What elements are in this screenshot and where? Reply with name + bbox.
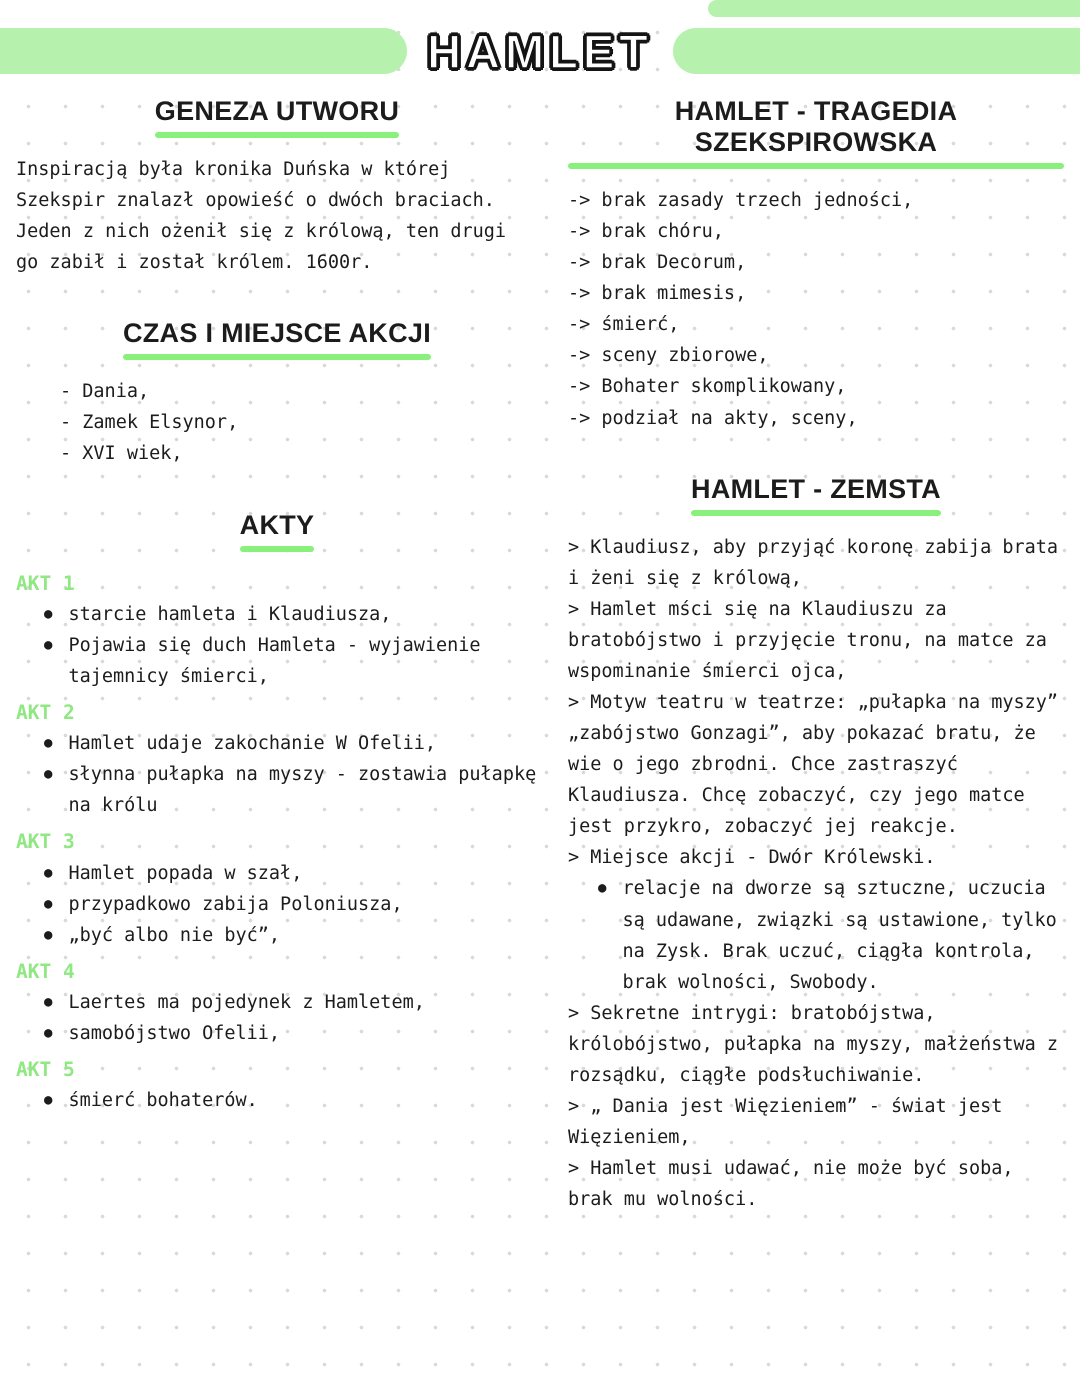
- right-column: [568, 96, 1064, 1215]
- list-item: [16, 858, 538, 889]
- list-item: -> podział na akty, sceny,: [568, 407, 858, 429]
- zemsta-note: > Klaudiusz, aby przyjąć koronę zabija brata i żeni się z królową,: [568, 536, 1059, 589]
- act-label: AKT 3: [16, 830, 75, 854]
- act-label: AKT 1: [16, 571, 75, 595]
- list-item: -> brak mimesis,: [568, 283, 747, 305]
- act-label: AKT 2: [16, 700, 75, 724]
- act-group-1: [16, 568, 538, 692]
- list-item: -> brak chóru,: [568, 221, 724, 243]
- zemsta-note: > Hamlet musi udawać, nie może być soba, brak mu wolności.: [568, 1158, 1014, 1211]
- list-item: [568, 873, 1064, 997]
- zemsta-note: > Hamlet mści się na Klaudiuszu za bratobójstwo i przyjęcie tronu, na matce za wspominanie śmierci ojca,: [568, 598, 1047, 682]
- bullet-text: „być albo nie być”,: [68, 924, 281, 946]
- bullet-icon: ●: [44, 1092, 53, 1109]
- bullet-text: Hamlet popada w szał,: [68, 862, 303, 884]
- list-item: [16, 889, 538, 920]
- bullet-icon: ●: [44, 926, 53, 943]
- list-item: - Dania,: [60, 381, 150, 403]
- heading-text: GENEZA UTWORU: [155, 96, 399, 138]
- bullet-text: relacje na dworze są sztuczne, uczucia są udawane, związki są ustawione, tylko na Zysk. Brak uczuć, ciągła kontrola, brak wolności, Swobody.: [622, 878, 1057, 993]
- act-label: AKT 4: [16, 959, 75, 983]
- list-item: -> śmierć,: [568, 314, 680, 336]
- section-heading-zemsta: [568, 474, 1064, 516]
- act-group-4: [16, 956, 538, 1049]
- list-item: [16, 728, 538, 759]
- list-item: [16, 599, 538, 630]
- bullet-text: Hamlet udaje zakochanie W Ofelii,: [68, 733, 436, 755]
- bullet-icon: ●: [44, 636, 53, 653]
- heading-text: AKTY: [240, 510, 315, 552]
- section-heading-akty: [16, 510, 538, 552]
- list-item: [16, 630, 538, 692]
- page-title: HAMLET: [427, 24, 653, 78]
- bullet-icon: ●: [598, 880, 607, 897]
- geneza-paragraph: Inspiracją była kronika Duńska w której Szekspir znalazł opowieść o dwóch braciach. Jeden z nich ożenił się z królową, ten drugi go zabił i został królem. 1600r.: [16, 159, 507, 274]
- bullet-text: słynna pułapka na myszy - zostawia pułapkę na królu: [68, 764, 537, 817]
- bullet-text: Pojawia się duch Hamleta - wyjawienie tajemnicy śmierci,: [68, 634, 481, 687]
- act-group-3: [16, 826, 538, 950]
- list-item: -> Bohater skomplikowany,: [568, 376, 847, 398]
- heading-text: HAMLET - TRAGEDIA SZEKSPIROWSKA: [568, 96, 1064, 169]
- bullet-icon: ●: [44, 994, 53, 1010]
- list-item: [16, 1018, 538, 1049]
- zemsta-note: > Miejsce akcji - Dwór Królewski.: [568, 847, 936, 869]
- bullet-icon: ●: [44, 895, 53, 912]
- list-item: -> brak zasady trzech jedności,: [568, 190, 914, 211]
- list-item: [16, 1085, 538, 1116]
- bullet-text: przypadkowo zabija Poloniusza,: [68, 893, 403, 915]
- left-column: [16, 96, 538, 1215]
- list-item: - XVI wiek,: [60, 443, 183, 465]
- top-right-decoration-bar: [708, 0, 1080, 17]
- bullet-icon: ●: [44, 864, 53, 881]
- title-decoration-bar-left: [0, 28, 407, 74]
- bullet-icon: ●: [44, 605, 53, 622]
- list-item: -> sceny zbiorowe,: [568, 345, 769, 367]
- zemsta-note: > Motyw teatru w teatrze: „pułapka na myszy” „zabójstwo Gonzagi”, aby pokazać bratu, że wie o jego zbrodni. Chce zastraszyć Klaudiusza. Chcę zobaczyć, czy jego matce jest przykro, zobaczyć jej reakcje.: [568, 692, 1059, 838]
- bullet-icon: ●: [44, 1025, 53, 1042]
- bullet-text: Laertes ma pojedynek z Hamletem,: [68, 992, 425, 1013]
- zemsta-note: > Sekretne intrygi: bratobójstwa, królobójstwo, pułapka na myszy, małżeństwa z rozsądku, ciągłe podsłuchiwanie.: [568, 1002, 1059, 1086]
- czas-list: [16, 376, 538, 469]
- zemsta-content: [568, 532, 1064, 1216]
- section-heading-tragedia: [568, 96, 1064, 169]
- section-heading-geneza: [16, 96, 538, 138]
- bullet-text: śmierć bohaterów.: [68, 1090, 258, 1112]
- zemsta-note: > „ Dania jest Więzieniem” - świat jest Więzieniem,: [568, 1096, 1003, 1149]
- list-item: [16, 920, 538, 951]
- act-label: AKT 5: [16, 1058, 75, 1082]
- title-decoration-bar-right: [673, 28, 1080, 74]
- act-group-2: [16, 697, 538, 821]
- bullet-text: starcie hamleta i Klaudiusza,: [68, 603, 392, 625]
- bullet-icon: ●: [44, 766, 53, 783]
- act-group-5: [16, 1054, 538, 1116]
- tragedia-list: [568, 185, 1064, 434]
- heading-text: CZAS I MIEJSCE AKCJI: [123, 318, 431, 360]
- section-heading-czas: [16, 318, 538, 360]
- bullet-text: samobójstwo Ofelii,: [68, 1023, 281, 1045]
- list-item: -> brak Decorum,: [568, 252, 747, 274]
- list-item: [16, 759, 538, 821]
- content-columns: [0, 76, 1080, 1215]
- list-item: - Zamek Elsynor,: [60, 412, 239, 434]
- heading-text: HAMLET - ZEMSTA: [691, 474, 941, 516]
- bullet-icon: ●: [44, 735, 53, 752]
- list-item: [16, 987, 538, 1018]
